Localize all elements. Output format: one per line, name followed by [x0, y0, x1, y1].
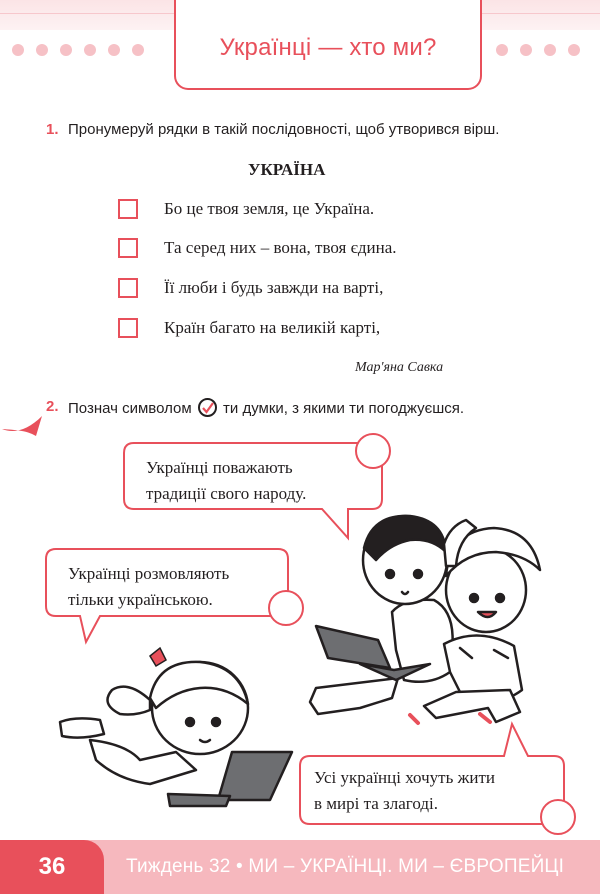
poem-line-text: Та серед них – вона, твоя єдина. [164, 238, 397, 257]
poem-author: Мар'яна Савка [355, 360, 444, 375]
page-number: 36 [38, 853, 66, 880]
poem-line-text: Бо це твоя земля, це Україна. [164, 199, 375, 218]
agree-circle-3 [541, 800, 575, 834]
poem-title: УКРАЇНА [248, 160, 326, 179]
poem-line-text: Її люби і будь завжди на варті, [164, 278, 384, 297]
bubble-1-line: традиції свого народу. [146, 484, 307, 503]
bubble-2-line: тільки українською. [68, 590, 213, 609]
agree-circle-1 [356, 434, 390, 468]
bubble-2-text [68, 561, 229, 613]
girl-illustration [60, 662, 292, 806]
page-title: Українці — хто ми? [219, 34, 437, 61]
poem-line-text: Країн багато на великій карті, [164, 318, 381, 337]
agree-circle-2 [269, 591, 303, 625]
footer-week-title: Тиждень 32 • МИ – УКРАЇНЦІ. МИ – ЄВРОПЕЙЦІ [126, 856, 565, 877]
bubble-1-text [146, 455, 306, 507]
task-2-instruction-end: ти думки, з якими ти погоджуєшся. [223, 400, 465, 417]
bubble-1-line: Українці поважають [146, 458, 293, 477]
boy-illustration [310, 516, 453, 714]
task-2-number: 2. [46, 398, 59, 415]
task-1-number: 1. [46, 121, 59, 138]
task-1-instruction: Пронумеруй рядки в такій послідовності, щоб утворився вірш. [68, 121, 500, 138]
task-2-instruction-start: Познач символом [68, 400, 192, 417]
bubble-3-text [314, 765, 495, 817]
bubble-2-line: Українці розмовляють [68, 564, 230, 583]
bubble-3-line: Усі українці хочуть жити [314, 768, 495, 787]
bubble-3-line: в мирі та злагоді. [314, 794, 438, 813]
